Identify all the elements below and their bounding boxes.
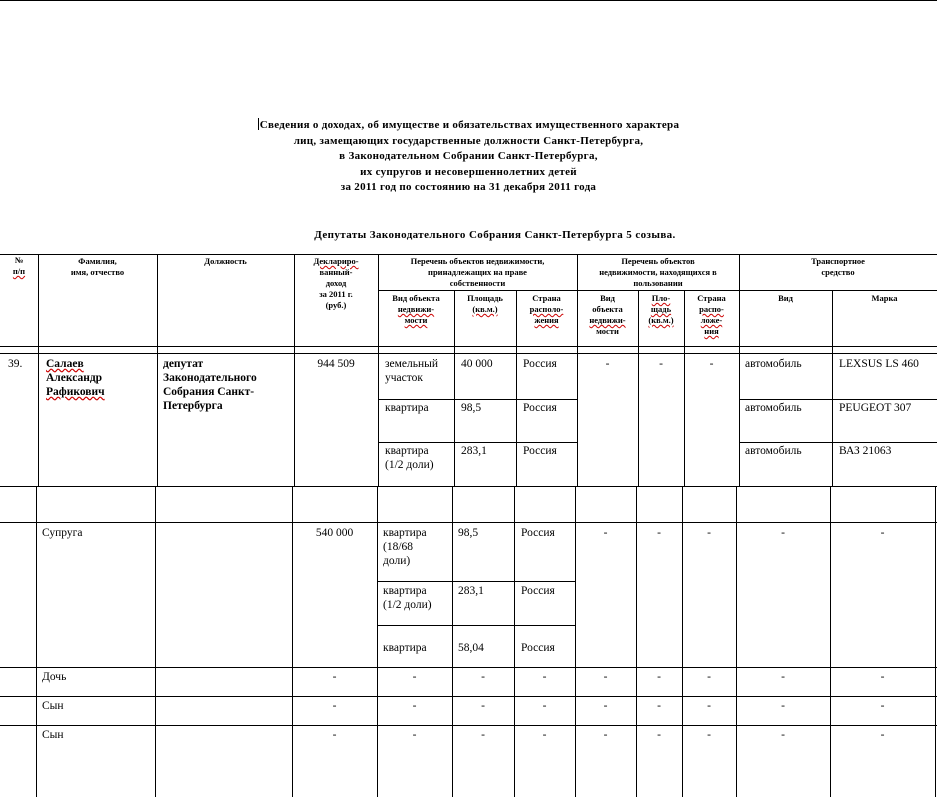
spouse-vehicle-brand: - bbox=[880, 527, 885, 539]
spouse-owned-area-3: 58,04 bbox=[458, 642, 484, 654]
child-owned-country: - bbox=[542, 729, 547, 741]
spouse-owned-area-1: 98,5 bbox=[458, 527, 479, 539]
title-line-4: их супругов и несовершеннолетних детей bbox=[360, 165, 577, 178]
deputy-vehicle-type-2: автомобиль bbox=[745, 402, 802, 414]
child-owned-area: - bbox=[481, 700, 485, 712]
header-transport-type: Вид bbox=[778, 293, 793, 303]
deputy-vehicle-brand-1: LEXSUS LS 460 bbox=[839, 358, 919, 370]
deputy-owned-type-2: квартира bbox=[385, 402, 429, 414]
deputy-used-area: - bbox=[659, 358, 663, 370]
child-name: Сын bbox=[42, 729, 64, 741]
child-owned-country: - bbox=[542, 671, 547, 683]
child-owned-type: - bbox=[412, 671, 417, 683]
text-cursor bbox=[258, 118, 259, 130]
spouse-vehicle-type: - bbox=[781, 527, 785, 539]
deputy-owned-type-3: квартира (1/2 доли) bbox=[385, 445, 434, 471]
child-used-country: - bbox=[707, 671, 711, 683]
child-used-country: - bbox=[707, 729, 711, 741]
child-name: Сын bbox=[42, 700, 64, 712]
spouse-owned-country-2: Россия bbox=[521, 585, 555, 597]
child-used-type: - bbox=[603, 671, 608, 683]
deputy-position: депутат Законодательного Собрания Санкт- Петербурга bbox=[163, 358, 257, 412]
child-used-country: - bbox=[707, 700, 711, 712]
deputy-used-country: - bbox=[709, 358, 714, 370]
child-owned-area: - bbox=[481, 729, 485, 741]
header-used-type: Вид объекта недвижи- мости bbox=[589, 293, 626, 336]
deputy-name: Салаев Александр Рафикович bbox=[46, 358, 105, 398]
child-vehicle-brand: - bbox=[880, 700, 885, 712]
deputy-vehicle-brand-3: ВАЗ 21063 bbox=[839, 445, 892, 457]
deputy-income: 944 509 bbox=[317, 358, 355, 370]
spouse-used-area: - bbox=[657, 527, 661, 539]
child-vehicle-type: - bbox=[781, 700, 785, 712]
child-income: - bbox=[332, 729, 337, 741]
child-vehicle-brand: - bbox=[880, 671, 885, 683]
header-name: Фамилия, имя, отчество bbox=[70, 256, 125, 277]
page-top-border bbox=[0, 0, 937, 1]
title-line-2: лиц, замещающих государственные должности Санкт-Петербурга, bbox=[293, 134, 644, 147]
header-income: Деклариро- ванный- доход за 2011 г. (руб.) bbox=[313, 256, 359, 310]
spouse-income: 540 000 bbox=[315, 527, 354, 539]
deputy-number: 39. bbox=[8, 358, 23, 370]
header-used-area: Пло- щадь (кв.м.) bbox=[648, 293, 674, 325]
spouse-owned-country-3: Россия bbox=[521, 642, 555, 654]
child-used-area: - bbox=[657, 671, 661, 683]
deputy-owned-country-1: Россия bbox=[523, 358, 557, 370]
deputy-used-type: - bbox=[605, 358, 610, 370]
deputy-owned-type-1: земельный участок bbox=[385, 358, 439, 384]
child-owned-country: - bbox=[542, 700, 547, 712]
header-num: № п/п bbox=[12, 255, 26, 276]
spouse-name: Супруга bbox=[42, 527, 83, 539]
child-income: - bbox=[332, 671, 337, 683]
deputy-owned-area-2: 98,5 bbox=[461, 402, 482, 414]
title-line-3: в Законодательном Собрании Санкт-Петербурга, bbox=[339, 150, 598, 162]
header-owned-group: Перечень объектов недвижимости, принадлежащих на праве собственности bbox=[410, 256, 545, 288]
deputy-owned-area-1: 40 000 bbox=[461, 358, 493, 370]
deputy-vehicle-brand-2: PEUGEOT 307 bbox=[839, 402, 912, 414]
child-vehicle-brand: - bbox=[880, 729, 885, 741]
child-owned-type: - bbox=[412, 700, 417, 712]
child-income: - bbox=[332, 700, 337, 712]
header-owned-country: Страна располо- жения bbox=[529, 293, 564, 325]
child-used-area: - bbox=[657, 729, 661, 741]
header-position: Должность bbox=[204, 256, 247, 266]
header-transport-brand: Марка bbox=[871, 293, 898, 303]
child-used-area: - bbox=[657, 700, 661, 712]
child-used-type: - bbox=[603, 700, 608, 712]
header-used-group: Перечень объектов недвижимости, находящихся в пользовании bbox=[599, 256, 717, 288]
title-line-5: за 2011 год по состоянию на 31 декабря 2011 года bbox=[340, 181, 597, 193]
header-owned-type: Вид объекта недвижи- мости bbox=[392, 293, 440, 325]
document-title bbox=[0, 118, 937, 196]
document-subtitle: Депутаты Законодательного Собрания Санкт-Петербурга 5 созыва. bbox=[314, 229, 676, 241]
child-vehicle-type: - bbox=[781, 671, 785, 683]
header-owned-area: Площадь (кв.м.) bbox=[467, 293, 503, 314]
spouse-owned-country-1: Россия bbox=[521, 527, 555, 539]
deputy-vehicle-type-3: автомобиль bbox=[745, 445, 802, 457]
header-transport-group: Транспортное средство bbox=[811, 256, 865, 277]
spouse-owned-type-2: квартира (1/2 доли) bbox=[383, 585, 432, 611]
spouse-used-type: - bbox=[603, 527, 608, 539]
child-owned-type: - bbox=[412, 729, 417, 741]
header-used-country: Страна распо- ложе- ния bbox=[697, 293, 726, 336]
spouse-owned-type-1: квартира (18/68 доли) bbox=[383, 527, 427, 567]
child-used-type: - bbox=[603, 729, 608, 741]
spouse-owned-type-3: квартира bbox=[383, 642, 427, 654]
child-vehicle-type: - bbox=[781, 729, 785, 741]
title-line-1: Сведения о доходах, об имуществе и обязательствах имущественного характера bbox=[259, 119, 680, 131]
deputy-owned-area-3: 283,1 bbox=[461, 445, 487, 457]
deputy-owned-country-2: Россия bbox=[523, 402, 557, 414]
deputy-vehicle-type-1: автомобиль bbox=[745, 358, 802, 370]
deputy-owned-country-3: Россия bbox=[523, 445, 557, 457]
spouse-used-country: - bbox=[707, 527, 711, 539]
child-owned-area: - bbox=[481, 671, 485, 683]
spouse-owned-area-2: 283,1 bbox=[458, 585, 484, 597]
child-name: Дочь bbox=[42, 671, 67, 683]
